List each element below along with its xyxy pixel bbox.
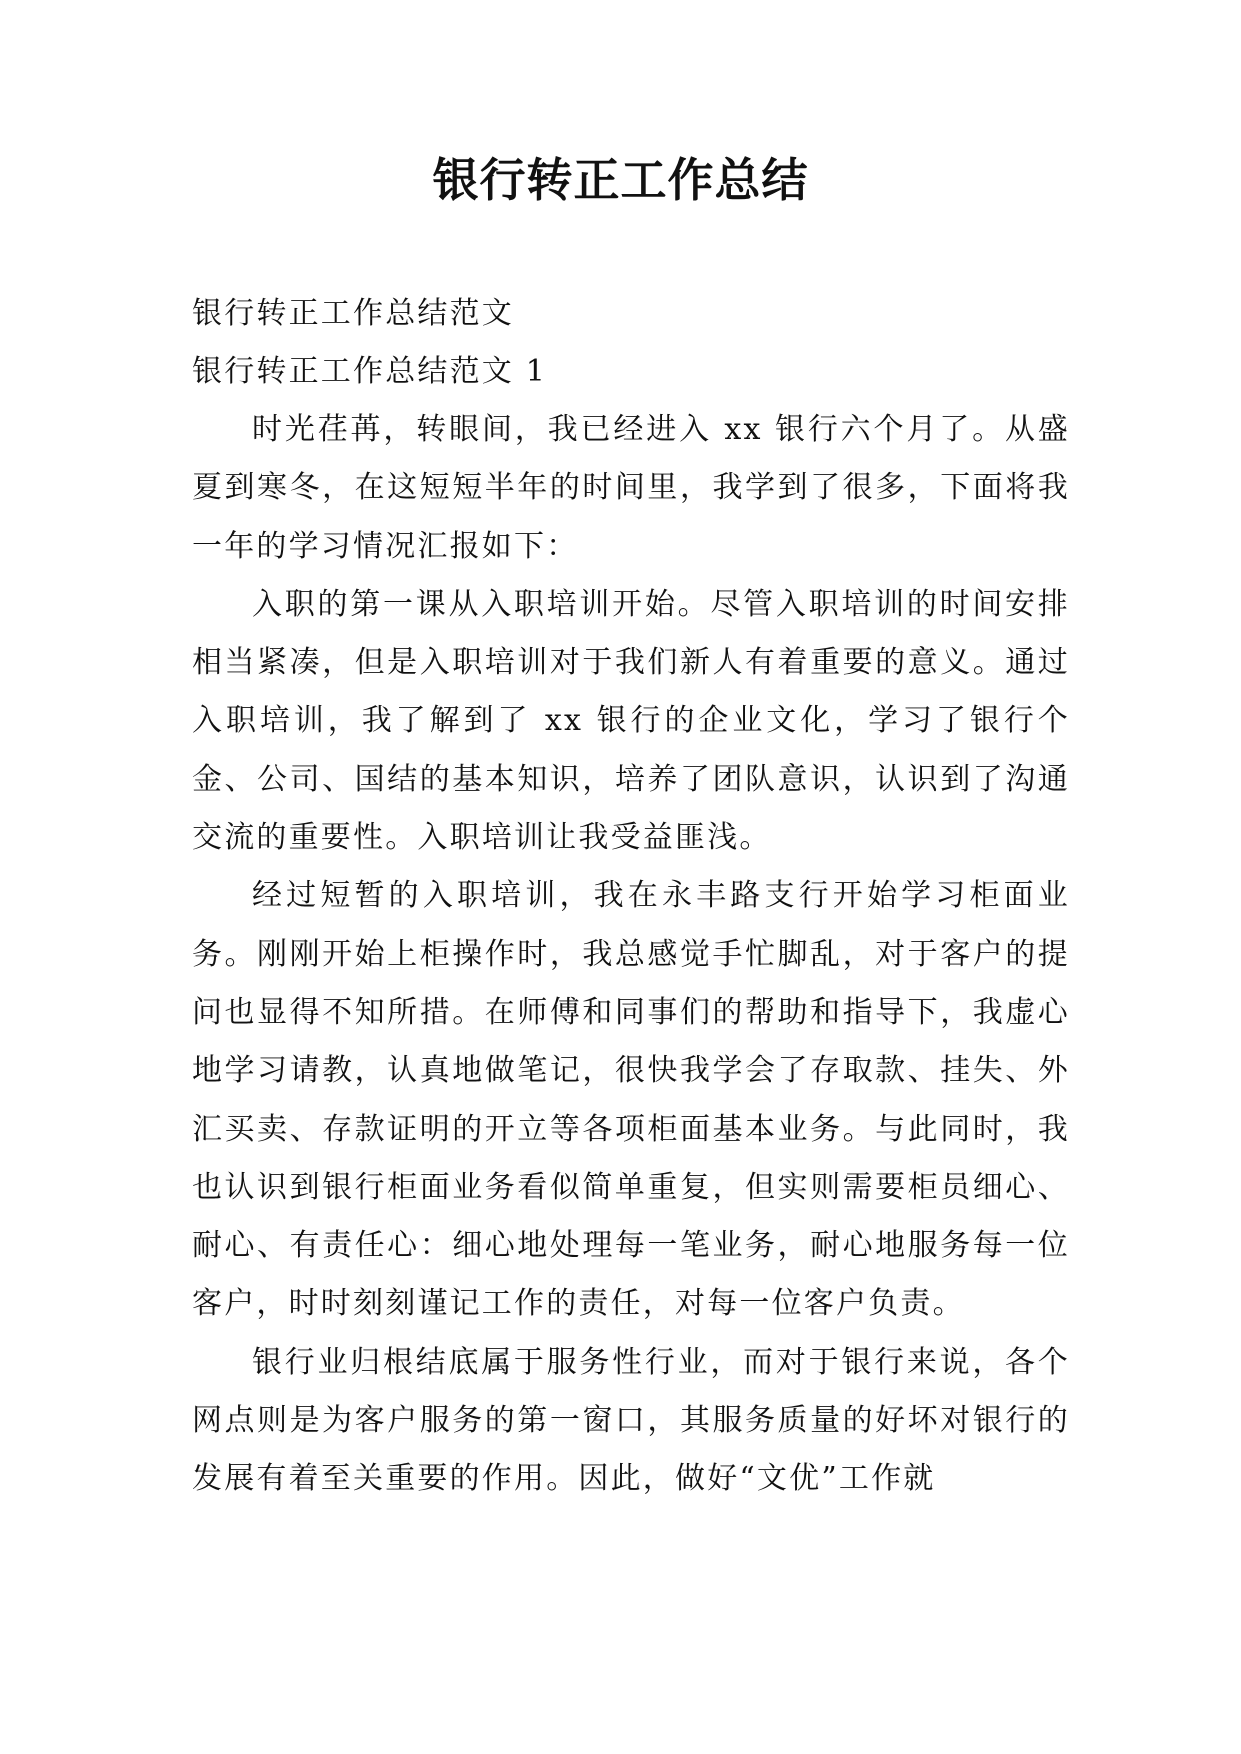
paragraph: 时光荏苒，转眼间，我已经进入 xx 银行六个月了。从盛夏到寒冬，在这短短半年的时间里，我学到了很多，下面将我一年的学习情况汇报如下： — [192, 412, 1070, 564]
paragraph: 银行业归根结底属于服务性行业，而对于银行来说，各个网点则是为客户服务的第一窗口，其服务质量的好坏对银行的发展有着至关重要的作用。因此，做好“文优”工作就 — [192, 1344, 1070, 1497]
document-body — [192, 285, 1070, 1509]
paragraph: 入职的第一课从入职培训开始。尽管入职培训的时间安排相当紧凑，但是入职培训对于我们新人有着重要的意义。通过入职培训，我了解到了 xx 银行的企业文化，学习了银行个金、公司、国结的基本知识，培养了团队意识，认识到了沟通交流的重要性。入职培训让我受益匪浅。 — [192, 586, 1070, 856]
section-heading: 银行转正工作总结范文 1 — [192, 354, 548, 389]
document-title: 银行转正工作总结 — [432, 153, 809, 207]
paragraph: 经过短暂的入职培训，我在永丰路支行开始学习柜面业务。刚刚开始上柜操作时，我总感觉手忙脚乱，对于客户的提问也显得不知所措。在师傅和同事们的帮助和指导下，我虚心地学习请教，认真地做笔记，很快我学会了存取款、挂失、外汇买卖、存款证明的开立等各项柜面基本业务。与此同时，我也认识到银行柜面业务看似简单重复，但实则需要柜员细心、耐心、有责任心：细心地处理每一笔业务，耐心地服务每一位客户，时时刻刻谨记工作的责任，对每一位客户负责。 — [192, 878, 1070, 1322]
subtitle: 银行转正工作总结范文 — [192, 296, 514, 331]
